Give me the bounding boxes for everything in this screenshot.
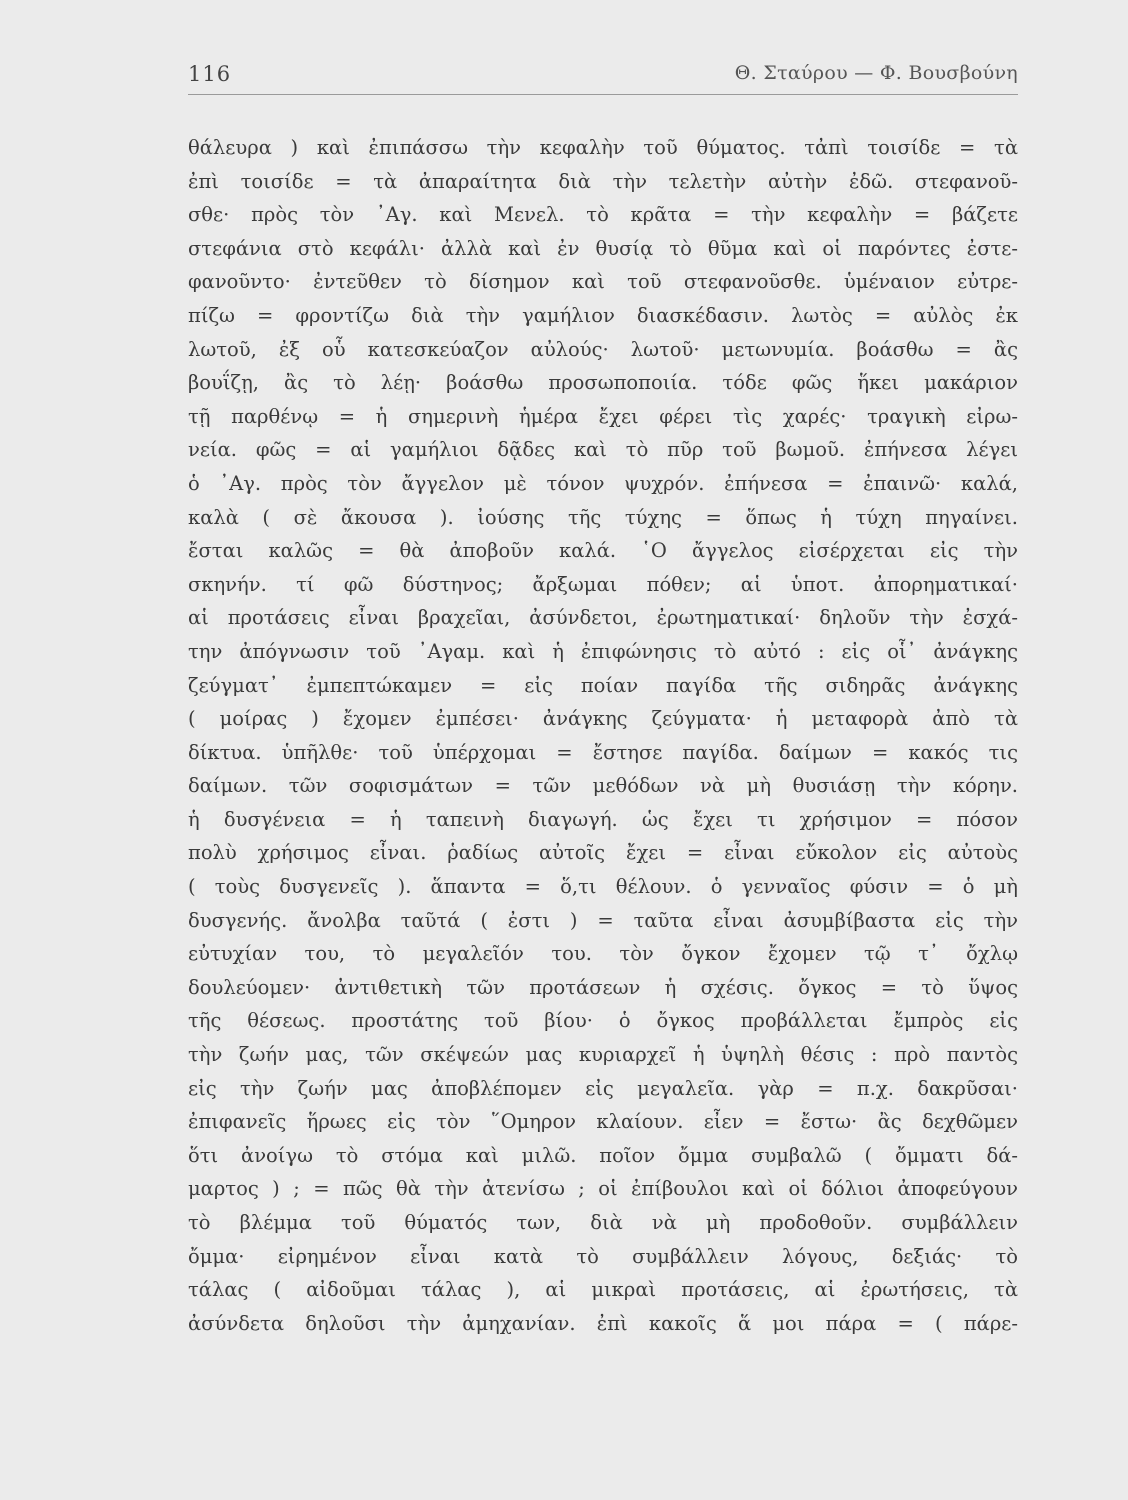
commentary-text: [188, 131, 1018, 1374]
text-line: σκηνήν. τί φῶ δύστηνος; ἄρξωμαι πόθεν; αἱ ὑποτ. ἀπορηματικαί·: [188, 572, 1018, 596]
text-line: αἱ προτάσεις εἶναι βραχεῖαι, ἀσύνδετοι, ἐρωτηματικαί· δηλοῦν τὴν ἐσχά-: [188, 606, 1018, 630]
text-line: ὅτι ἀνοίγω τὸ στόμα καὶ μιλῶ. ποῖον ὄμμα συμβαλῶ ( ὄμματι δά-: [188, 1143, 1018, 1167]
text-line: καλὰ ( σὲ ἄκουσα ). ἰούσης τῆς τύχης = ὅπως ἡ τύχη πηγαίνει.: [188, 505, 1018, 529]
text-line: σθε· πρὸς τὸν ᾿Αγ. καὶ Μενελ. τὸ κρᾶτα = τὴν κεφαλὴν = βάζετε: [188, 203, 1018, 227]
text-line: τὴν ζωήν μας, τῶν σκέψεών μας κυριαρχεῖ ἡ ὑψηλὴ θέσις : πρὸ παντὸς: [188, 1043, 1018, 1067]
text-line: πολὺ χρήσιμος εἶναι. ῥαδίως αὐτοῖς ἔχει = εἶναι εὔκολον εἰς αὐτοὺς: [188, 841, 1018, 865]
text-line: πίζω = φροντίζω διὰ τὴν γαμήλιον διασκέδασιν. λωτὸς = αὐλὸς ἐκ: [188, 303, 1018, 327]
text-line: ἀσύνδετα δηλοῦσι τὴν ἀμηχανίαν. ἐπὶ κακοῖς ἅ μοι πάρα = ( πάρε-: [188, 1311, 1018, 1335]
text-line: στεφάνια στὸ κεφάλι· ἀλλὰ καὶ ἐν θυσίᾳ τὸ θῦμα καὶ οἱ παρόντες ἐστε-: [188, 236, 1018, 260]
text-line: τῆς θέσεως. προστάτης τοῦ βίου· ὁ ὄγκος προβάλλεται ἔμπρὸς εἰς: [188, 1009, 1018, 1033]
text-line: τὸ βλέμμα τοῦ θύματός των, διὰ νὰ μὴ προδοθοῦν. συμβάλλειν: [188, 1211, 1018, 1234]
text-line: ( τοὺς δυσγενεῖς ). ἅπαντα = ὅ,τι θέλουν. ὁ γενναῖος φύσιν = ὁ μὴ: [188, 875, 1018, 899]
text-line: ζεύγματ᾿ ἐμπεπτώκαμεν = εἰς ποίαν παγίδα τῆς σιδηρᾶς ἀνάγκης: [188, 673, 1018, 697]
text-line: ( μοίρας ) ἔχομεν ἐμπέσει· ἀνάγκης ζεύγματα· ἡ μεταφορὰ ἀπὸ τὰ: [188, 707, 1018, 731]
text-line: την ἀπόγνωσιν τοῦ ᾿Αγαμ. καὶ ἡ ἐπιφώνησις τὸ αὐτό : εἰς οἷ᾿ ἀνάγκης: [188, 639, 1018, 663]
running-head: Θ. Σταύρου — Φ. Βουσβούνη: [734, 62, 1018, 84]
text-line: ἐπὶ τοισίδε = τὰ ἀπαραίτητα διὰ τὴν τελετὴν αὐτὴν ἐδῶ. στεφανοῦ-: [188, 169, 1018, 193]
text-line: βουΐζῃ, ἂς τὸ λέῃ· βοάσθω προσωποποιία. τόδε φῶς ἥκει μακάριον: [188, 371, 1018, 395]
text-line: ἡ δυσγένεια = ἡ ταπεινὴ διαγωγή. ὡς ἔχει τι χρήσιμον = πόσον: [188, 807, 1018, 831]
text-line: τάλας ( αἰδοῦμαι τάλας ), αἱ μικραὶ προτάσεις, αἱ ἐρωτήσεις, τὰ: [188, 1278, 1018, 1302]
page-header: [188, 62, 1018, 92]
text-line: μαρτος ) ; = πῶς θὰ τὴν ἀτενίσω ; οἱ ἐπίβουλοι καὶ οἱ δόλιοι ἀποφεύγουν: [188, 1177, 1018, 1201]
text-line: φανοῦντο· ἐντεῦθεν τὸ δίσημον καὶ τοῦ στεφανοῦσθε. ὑμέναιον εὐτρε-: [188, 270, 1018, 294]
text-line: ἐπιφανεῖς ἥρωες εἰς τὸν ῞Ομηρον κλαίουν. εἶεν = ἔστω· ἂς δεχθῶμεν: [188, 1110, 1018, 1134]
text-line: ἔσται καλῶς = θὰ ἀποβοῦν καλά. ῾Ο ἄγγελος εἰσέρχεται εἰς τὴν: [188, 539, 1018, 563]
text-line: [188, 1340, 1018, 1374]
header-rule: [188, 94, 1018, 95]
text-line: εἰς τὴν ζωήν μας ἀποβλέπομεν εἰς μεγαλεῖα. γὰρ = π.χ. δακρῦσαι·: [188, 1076, 1018, 1100]
text-line: δίκτυα. ὑπῆλθε· τοῦ ὑπέρχομαι = ἔστησε παγίδα. δαίμων = κακός τις: [188, 740, 1018, 764]
text-line: λωτοῦ, ἐξ οὗ κατεσκεύαζον αὐλούς· λωτοῦ· μετωνυμία. βοάσθω = ἂς: [188, 337, 1018, 361]
text-line: θάλευρα ) καὶ ἐπιπάσσω τὴν κεφαλὴν τοῦ θύματος. τἀπὶ τοισίδε = τὰ: [188, 136, 1018, 159]
text-line: τῇ παρθένῳ = ἡ σημερινὴ ἡμέρα ἔχει φέρει τὶς χαρές· τραγικὴ εἰρω-: [188, 404, 1018, 428]
text-line: δουλεύομεν· ἀντιθετικὴ τῶν προτάσεων ἡ σχέσις. ὄγκος = τὸ ὕψος: [188, 975, 1018, 999]
text-line: δυσγενής. ἄνολβα ταῦτά ( ἐστι ) = ταῦτα εἶναι ἀσυμβίβαστα εἰς τὴν: [188, 908, 1018, 932]
text-line: εὐτυχίαν του, τὸ μεγαλεῖόν του. τὸν ὄγκον ἔχομεν τῷ τ᾿ ὄχλῳ: [188, 942, 1018, 966]
text-line: νεία. φῶς = αἱ γαμήλιοι δᾷδες καὶ τὸ πῦρ τοῦ βωμοῦ. ἐπήνεσα λέγει: [188, 438, 1018, 462]
text-line: δαίμων. τῶν σοφισμάτων = τῶν μεθόδων νὰ μὴ θυσιάσῃ τὴν κόρην.: [188, 774, 1018, 798]
page-number: 116: [188, 62, 232, 86]
text-line: ὁ ᾿Αγ. πρὸς τὸν ἄγγελον μὲ τόνον ψυχρόν. ἐπήνεσα = ἐπαινῶ· καλά,: [188, 471, 1018, 495]
text-line: ὄμμα· εἰρημένον εἶναι κατὰ τὸ συμβάλλειν λόγους, δεξιάς· τὸ: [188, 1244, 1018, 1268]
